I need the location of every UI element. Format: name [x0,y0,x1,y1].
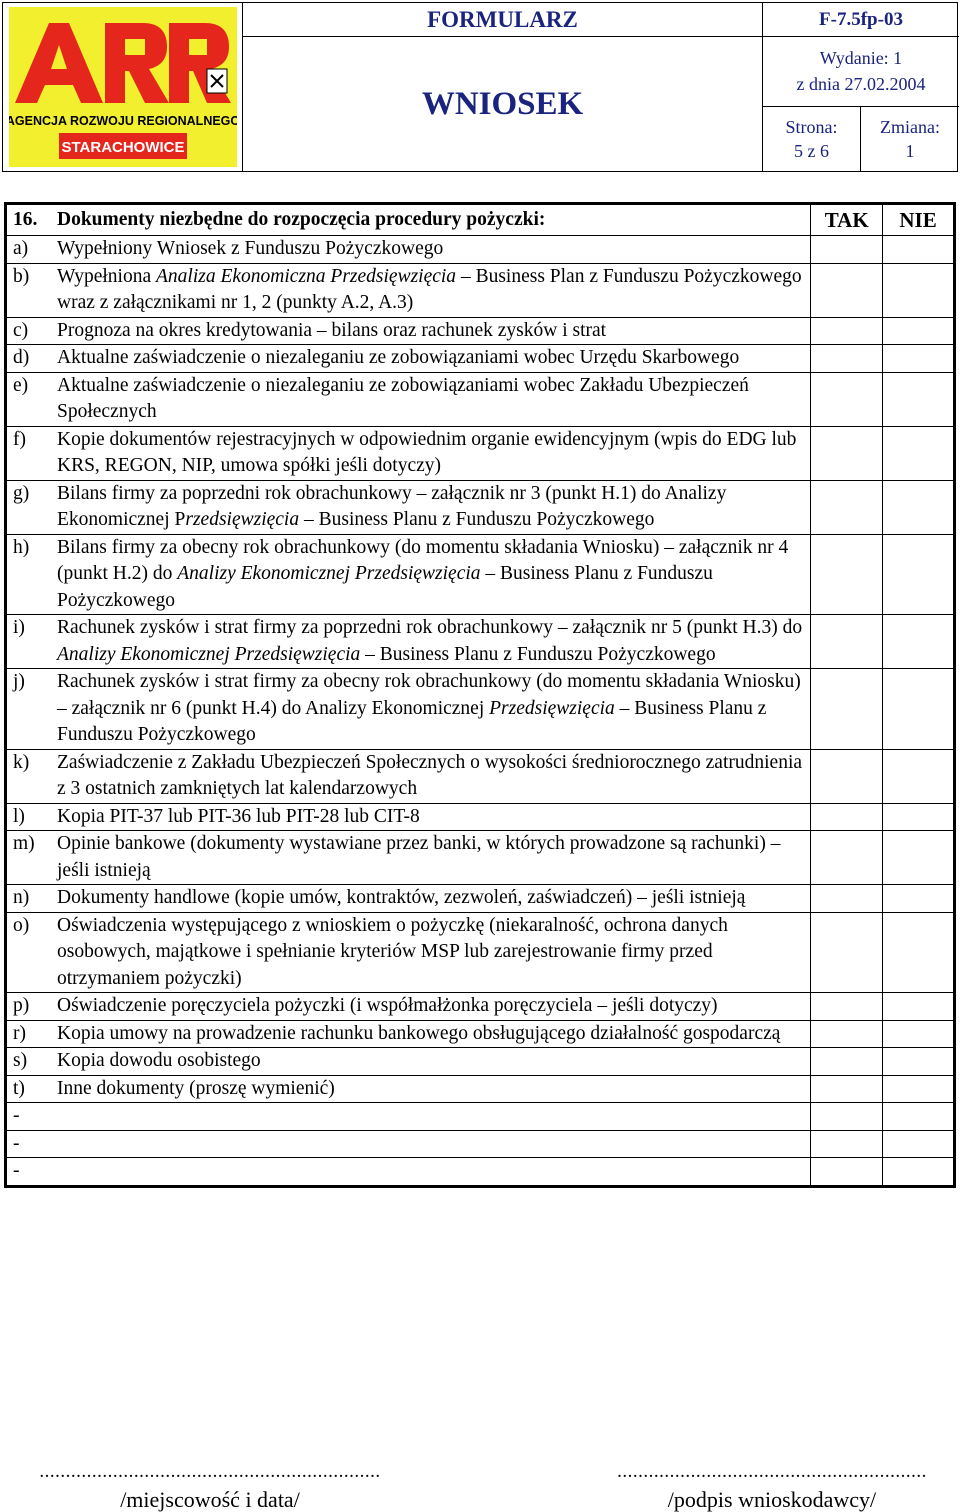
item-label: k) [13,751,30,773]
checklist-row [6,426,955,480]
item-text-part: Rachunek zysków i strat firmy za obecny rok obrachunkowy (do momentu składania Wniosku) – załącznik nr 6 (punkt H.4) do Analizy Ekonomicznej [57,671,801,719]
place-date-caption: /miejscowość i data/ [120,1487,300,1512]
item-text-part: – Business Planu z Funduszu Pożyczkowego [299,509,655,530]
item-description-cell [6,749,811,803]
page-info [763,107,861,171]
edition-date: z dnia 27.02.2004 [796,74,926,94]
checklist-row [6,263,955,317]
other-document-dash: - [13,1160,20,1181]
item-label: t) [13,1077,25,1099]
form-header [2,2,958,172]
title-cell [243,3,763,171]
item-text [57,669,806,749]
item-label: l) [13,805,25,827]
item-text: Zaświadczenie z Zakładu Ubezpieczeń Społecznych o wysokości średniorocznego zatrudnienia z 3 ostatnich zamkniętych lat kalendarzowych [57,751,803,799]
item-description-cell [6,1020,811,1048]
item-text: Wypełniony Wniosek z Funduszu Pożyczkowego [57,238,444,259]
checklist-title-cell [6,204,811,236]
item-text [57,615,806,668]
column-yes-header: TAK [811,204,883,236]
item-description-cell [6,803,811,831]
item-description-cell [6,263,811,317]
item-description-cell [6,912,811,993]
checklist-header-row [6,204,955,236]
item-label: p) [13,995,30,1016]
yes-checkbox-cell[interactable] [811,480,883,534]
no-checkbox-cell[interactable] [883,1048,955,1076]
yes-checkbox-cell[interactable] [811,1158,883,1187]
item-description-cell [6,317,811,345]
edition-number: Wydanie: 1 [819,48,903,68]
yes-checkbox-cell[interactable] [811,236,883,264]
yes-checkbox-cell[interactable] [811,803,883,831]
checklist-row [6,803,955,831]
item-text: Kopie dokumentów rejestracyjnych w odpowiednim organie ewidencyjnym (wpis do EDG lub KRS, REGON, NIP, umowa spółki jeśli dotyczy) [57,428,797,476]
item-text [57,535,806,615]
item-description-cell [6,993,811,1021]
place-date-line[interactable]: ................................................................. [39,1461,381,1482]
meta-cell [763,3,959,171]
item-text-emphasis: Przedsięwzięcia [489,697,615,719]
item-text-part: Business Planu z Funduszu Pożyczkowego [57,563,713,611]
item-text-part: Bilans firmy za obecny rok obrachunkowy (do momentu składania Wniosku) – załącznik nr 4 (punkt H.2) do [57,536,789,584]
item-description-cell [6,480,811,534]
item-label: a) [13,238,29,259]
no-checkbox-cell[interactable] [883,912,955,993]
item-label: f) [13,428,26,450]
item-text: Prognoza na okres kredytowania – bilans oraz rachunek zysków i strat [57,319,607,341]
yes-checkbox-cell[interactable] [811,372,883,426]
no-checkbox-cell[interactable] [883,480,955,534]
item-text: Kopia dowodu osobistego [57,1050,261,1071]
yes-checkbox-cell[interactable] [811,263,883,317]
no-checkbox-cell[interactable] [883,317,955,345]
other-document-row [6,1158,955,1187]
item-label: s) [13,1050,28,1071]
checklist-row [6,317,955,345]
item-label: m) [13,833,35,854]
checklist-row [6,831,955,885]
yes-checkbox-cell[interactable] [811,749,883,803]
checklist-row [6,993,955,1021]
other-document-field[interactable] [6,1103,811,1131]
change-info [861,107,959,171]
no-checkbox-cell[interactable] [883,345,955,373]
no-checkbox-cell[interactable] [883,831,955,885]
item-label: c) [13,319,29,341]
signature-line[interactable]: ........................................................... [617,1461,927,1482]
yes-checkbox-cell[interactable] [811,345,883,373]
item-label: i) [13,617,25,638]
item-text: Dokumenty handlowe (kopie umów, kontraktów, zezwoleń, zaświadczeń) – jeśli istnieją [57,887,746,908]
checklist-row [6,1020,955,1048]
checklist-body [6,236,955,1187]
other-document-dash: - [13,1105,20,1126]
no-checkbox-cell[interactable] [883,426,955,480]
no-checkbox-cell[interactable] [883,615,955,669]
item-description-cell [6,534,811,615]
item-description-cell [6,831,811,885]
place-date-signature [0,1460,420,1512]
item-description-cell [6,615,811,669]
edition-info [763,37,959,107]
arr-logo [9,7,237,167]
item-description-cell [6,1048,811,1076]
yes-checkbox-cell[interactable] [811,1020,883,1048]
yes-checkbox-cell[interactable] [811,615,883,669]
item-description-cell [6,372,811,426]
form-label: FORMULARZ [243,3,762,37]
checklist-row [6,1048,955,1076]
section-title: Dokumenty niezbędne do rozpoczęcia procedury pożyczki: [57,209,546,230]
item-text-part: Wypełniona [57,265,157,287]
item-label: e) [13,374,29,396]
no-checkbox-cell[interactable] [883,1075,955,1103]
item-description-cell [6,885,811,913]
item-label: b) [13,265,30,287]
other-document-row [6,1130,955,1158]
no-checkbox-cell[interactable] [883,1020,955,1048]
item-text: Oświadczenia występującego z wnioskiem o pożyczkę (niekaralność, ochrona danych osobowych, majątkowe i spełnianie kryteriów MSP lub zarejestrowanie firmy przed otrzymaniem pożyczki) [57,914,728,989]
item-label: n) [13,887,30,908]
checklist-row [6,534,955,615]
page-value: 5 z 6 [794,141,829,161]
yes-checkbox-cell[interactable] [811,831,883,885]
item-text: Oświadczenie poręczyciela pożyczki (i współmałżonka poręczyciela – jeśli dotyczy) [57,995,718,1016]
item-text: Kopia PIT-37 lub PIT-36 lub PIT-28 lub CIT-8 [57,805,420,827]
yes-checkbox-cell[interactable] [811,993,883,1021]
checklist-row [6,345,955,373]
no-checkbox-cell[interactable] [883,372,955,426]
column-no-header: NIE [883,204,955,236]
logo-city: STARACHOWICE [61,139,185,156]
item-text-part: – Business Planu z Funduszu Pożyczkowego [57,697,767,745]
no-checkbox-cell[interactable] [883,236,955,264]
item-description-cell [6,426,811,480]
checklist-row [6,615,955,669]
logo-agency-name: AGENCJA ROZWOJU REGIONALNEGO [9,114,237,128]
form-code: F-7.5fp-03 [763,3,959,37]
documents-checklist [4,202,956,1188]
no-checkbox-cell[interactable] [883,1103,955,1131]
yes-checkbox-cell[interactable] [811,912,883,993]
item-text-emphasis: rzedsięwzięcia [185,509,300,530]
checklist-row [6,480,955,534]
checklist-row [6,912,955,993]
item-text-part: Rachunek zysków i strat firmy za poprzedni rok obrachunkowy – załącznik nr 5 (punkt H.3) do [57,617,803,638]
item-label: j) [13,671,25,692]
item-text-part: – Business Planu z Funduszu Pożyczkowego [360,643,716,665]
other-document-row [6,1103,955,1131]
no-checkbox-cell[interactable] [883,749,955,803]
checklist-row [6,669,955,750]
checklist-row [6,1075,955,1103]
yes-checkbox-cell[interactable] [811,534,883,615]
arr-logo-graphic [9,7,237,167]
no-checkbox-cell[interactable] [883,534,955,615]
item-text: Aktualne zaświadczenie o niezaleganiu ze zobowiązaniami wobec Zakładu Ubezpieczeń Społecznych [57,374,749,422]
item-text-emphasis: Analizy Ekonomicznej Przedsięwzięcia – [177,563,496,584]
item-text-part: – Business Plan z Funduszu Pożyczkowego wraz z załącznikami nr 1, 2 (punkty A.2, A.3) [57,265,802,313]
item-text: Inne dokumenty (proszę wymienić) [57,1077,335,1099]
page-label: Strona: [785,117,838,137]
no-checkbox-cell[interactable] [883,263,955,317]
other-document-field[interactable] [6,1158,811,1187]
yes-checkbox-cell[interactable] [811,1103,883,1131]
no-checkbox-cell[interactable] [883,885,955,913]
item-text: Aktualne zaświadczenie o niezaleganiu ze zobowiązaniami wobec Urzędu Skarbowego [57,347,740,368]
yes-checkbox-cell[interactable] [811,885,883,913]
item-description-cell [6,1075,811,1103]
checklist-row [6,372,955,426]
item-label: o) [13,914,30,936]
item-label: g) [13,482,30,504]
item-label: h) [13,536,30,558]
yes-checkbox-cell[interactable] [811,1048,883,1076]
item-description-cell [6,345,811,373]
item-text-emphasis: Analizy Ekonomicznej Przedsięwzięcia [57,643,361,665]
yes-checkbox-cell[interactable] [811,317,883,345]
item-label: r) [13,1022,26,1044]
item-description-cell [6,236,811,264]
item-text: Kopia umowy na prowadzenie rachunku bankowego obsługującego działalność gospodarczą [57,1022,781,1044]
document-title: WNIOSEK [421,86,584,122]
no-checkbox-cell[interactable] [883,993,955,1021]
change-value: 1 [905,141,915,161]
no-checkbox-cell[interactable] [883,803,955,831]
yes-checkbox-cell[interactable] [811,1130,883,1158]
other-document-field[interactable] [6,1130,811,1158]
checklist-row [6,885,955,913]
item-label: d) [13,347,30,368]
yes-checkbox-cell[interactable] [811,426,883,480]
yes-checkbox-cell[interactable] [811,1075,883,1103]
yes-checkbox-cell[interactable] [811,669,883,750]
item-text-part: Bilans firmy za poprzedni rok obrachunkowy – załącznik nr 3 (punkt H.1) do Analizy Ekonomicznej P [57,482,727,530]
item-text [57,264,806,317]
signature-caption: /podpis wnioskodawcy/ [667,1487,877,1512]
applicant-signature [584,1460,960,1512]
no-checkbox-cell[interactable] [883,669,955,750]
change-label: Zmiana: [880,117,940,137]
checklist-row [6,749,955,803]
item-text [57,481,806,534]
no-checkbox-cell[interactable] [883,1130,955,1158]
logo-cell [3,3,243,171]
other-document-dash: - [13,1132,20,1154]
checklist-row [6,236,955,264]
section-number: 16. [13,209,38,230]
no-checkbox-cell[interactable] [883,1158,955,1187]
item-description-cell [6,669,811,750]
item-text: Opinie bankowe (dokumenty wystawiane przez banki, w których prowadzone są rachunki) – jeśli istnieją [57,833,781,881]
item-text-emphasis: Analiza Ekonomiczna Przedsięwzięcia [156,265,457,287]
